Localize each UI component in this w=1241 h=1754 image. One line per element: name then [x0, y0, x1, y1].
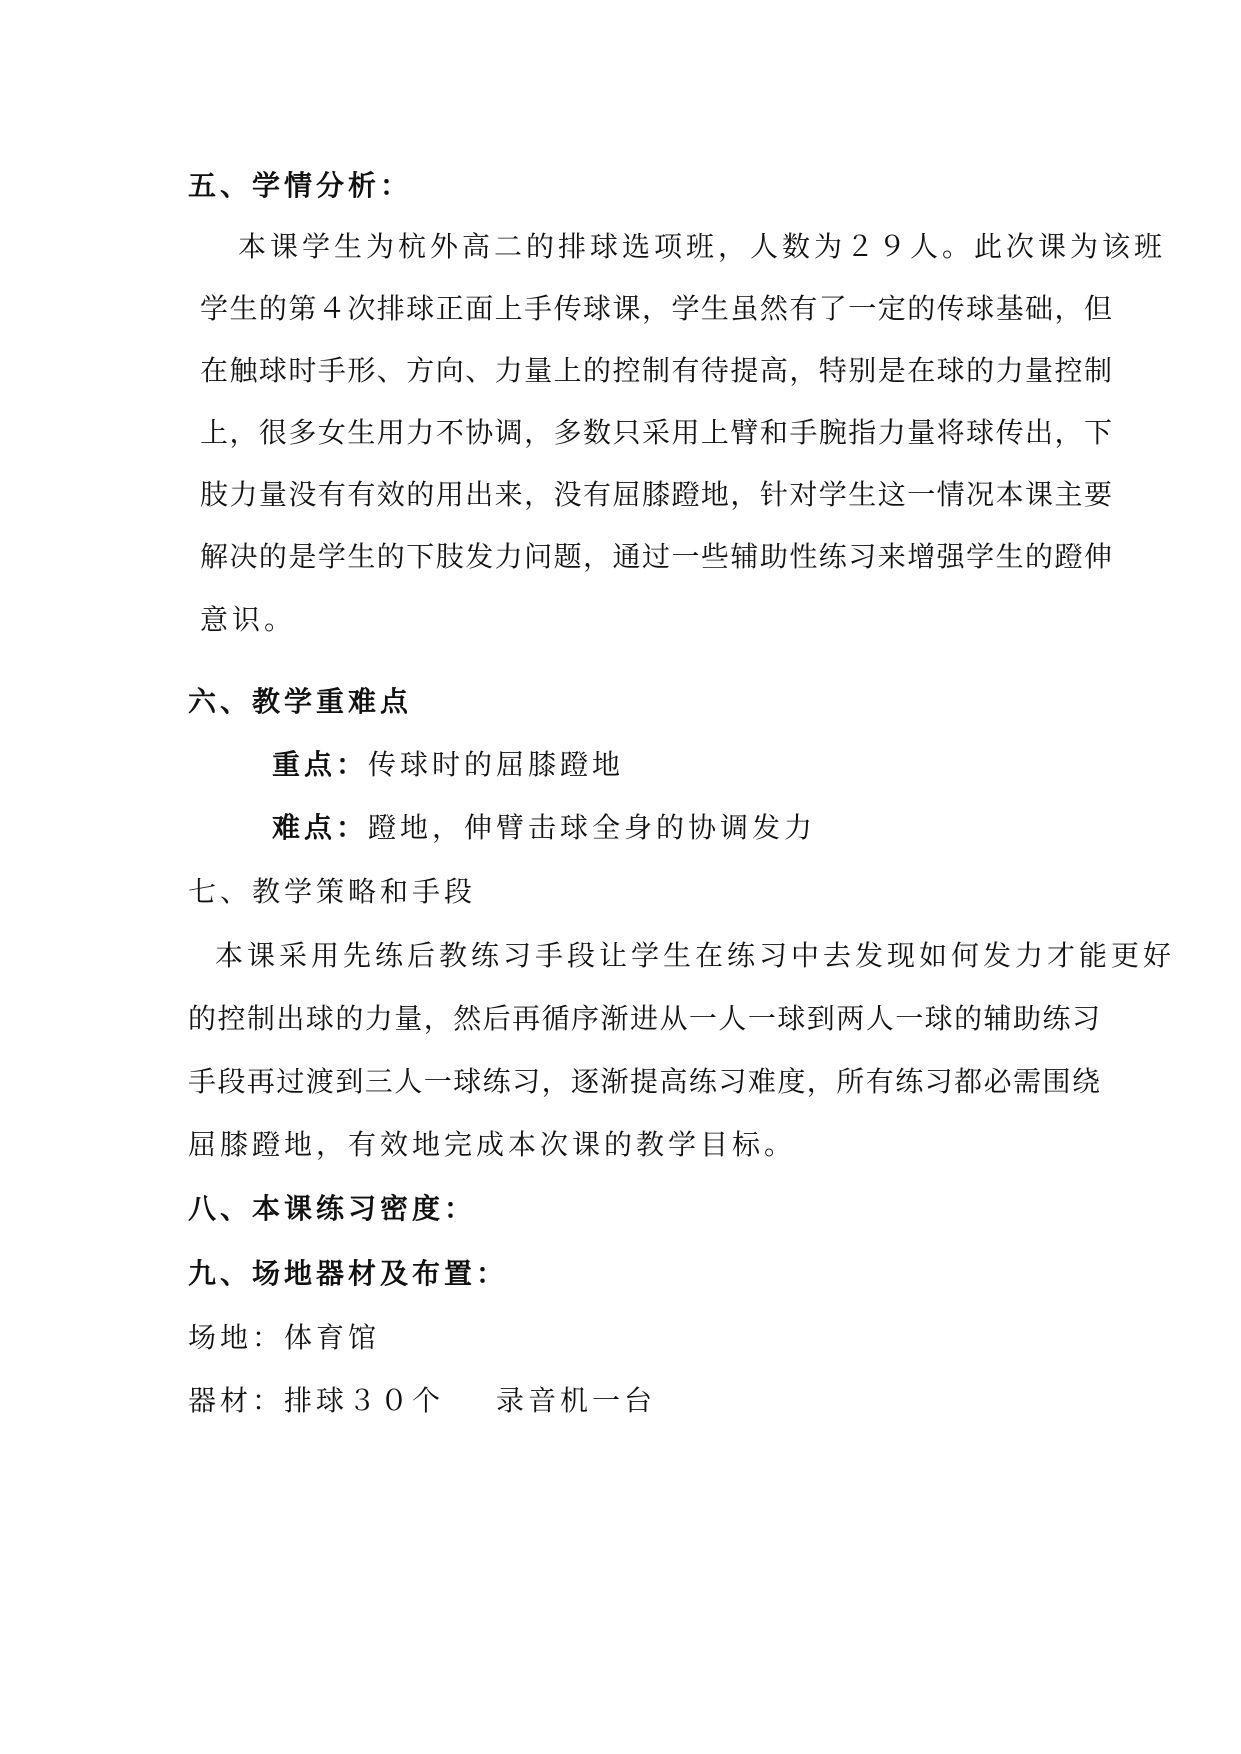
section-9-heading: 九、场地器材及布置： — [188, 1257, 509, 1290]
key-point-label: 重点： — [272, 748, 369, 781]
equipment-extra: 录音机一台 — [496, 1384, 657, 1417]
difficult-point-row — [272, 808, 816, 848]
section-5-heading: 五、学情分析： — [188, 169, 413, 202]
key-point-text: 传球时的屈膝蹬地 — [368, 748, 625, 781]
equipment-line — [188, 1381, 656, 1421]
venue-line: 场地：体育馆 — [188, 1321, 381, 1354]
equipment-label: 器材：排球３０个 — [188, 1384, 445, 1417]
paragraph-line: 解决的是学生的下肢发力问题，通过一些辅助性练习来增强学生的蹬伸 — [200, 540, 1112, 573]
paragraph-line: 屈膝蹬地，有效地完成本次课的教学目标。 — [188, 1128, 797, 1161]
difficult-point-text: 蹬地，伸臂击球全身的协调发力 — [368, 811, 817, 844]
section-8-heading: 八、本课练习密度： — [188, 1192, 477, 1225]
section-6-heading: 六、教学重难点 — [188, 685, 413, 718]
paragraph-line: 手段再过渡到三人一球练习，逐渐提高练习难度，所有练习都必需围绕 — [188, 1065, 1100, 1098]
paragraph-line: 意识。 — [200, 603, 297, 636]
paragraph-line: 本课采用先练后教练习手段让学生在练习中去发现如何发力才能更好 — [215, 939, 1176, 972]
paragraph-line: 学生的第４次排球正面上手传球课，学生虽然有了一定的传球基础，但 — [200, 292, 1112, 325]
section-7-heading: 七、教学策略和手段 — [188, 875, 477, 908]
paragraph-line: 在触球时手形、方向、力量上的控制有待提高，特别是在球的力量控制 — [200, 354, 1112, 387]
key-point-row — [272, 745, 624, 785]
paragraph-line: 上，很多女生用力不协调，多数只采用上臂和手腕指力量将球传出，下 — [200, 416, 1112, 449]
paragraph-line: 肢力量没有有效的用出来，没有屈膝蹬地，针对学生这一情况本课主要 — [200, 478, 1112, 511]
paragraph-line: 本课学生为杭外高二的排球选项班，人数为２９人。此次课为该班 — [238, 230, 1167, 263]
paragraph-line: 的控制出球的力量，然后再循序渐进从一人一球到两人一球的辅助练习 — [188, 1002, 1100, 1035]
difficult-point-label: 难点： — [272, 811, 369, 844]
